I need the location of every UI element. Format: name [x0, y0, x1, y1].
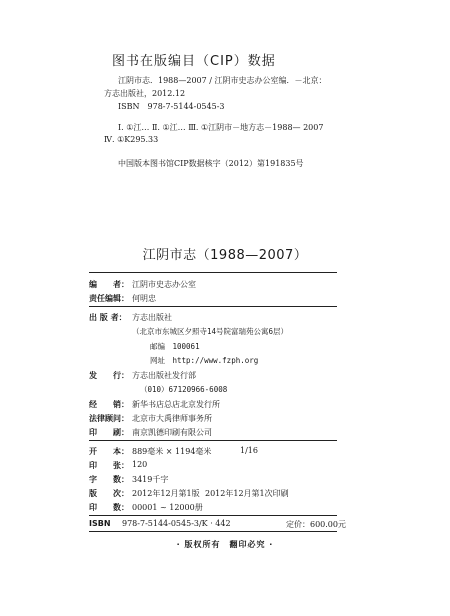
words-value: 3419千字	[132, 475, 169, 484]
cip-line-4: Ⅰ. ①江… Ⅱ. ①江… Ⅲ. ①江阴市－地方志－1988— 2007	[118, 123, 324, 132]
print-run-value: 00001 ~ 12000册	[132, 503, 203, 512]
cip-heading: 图书在版编目（CIP）数据	[112, 54, 276, 69]
distribution-label: 发 行：	[89, 371, 129, 380]
resp-editor-value: 何明忠	[132, 294, 156, 303]
legal-label: 法律顾问：	[89, 414, 129, 423]
spec-rule	[89, 440, 337, 441]
cip-line-5: Ⅳ. ①K295.33	[104, 135, 159, 144]
editor-label: 编 者：	[89, 280, 129, 289]
publisher-address: （北京市东城区夕照寺14号院富瑞苑公寓6层）	[132, 327, 289, 336]
words-label: 字 数：	[89, 475, 129, 484]
top-rule	[89, 272, 337, 273]
cip-line-6: 中国版本图书馆CIP数据核字（2012）第191835号	[118, 159, 304, 168]
isbn-top-rule	[89, 515, 337, 516]
edition-value: 2012年12月第1版	[132, 489, 200, 498]
distribution-phone: （010）67120966-6008	[140, 385, 228, 394]
sheets-value: 120	[132, 460, 148, 469]
publisher-value: 方志出版社	[132, 313, 172, 322]
sheets-label: 印 张：	[89, 461, 129, 470]
format-label: 开 本：	[89, 447, 129, 456]
format-value: 889毫米 × 1194毫米	[132, 447, 212, 456]
sales-value: 新华书店总店北京发行所	[132, 400, 220, 409]
publisher-website: 网址 http://www.fzph.org	[150, 356, 259, 365]
sales-label: 经 销：	[89, 400, 129, 409]
format-fraction: 1/16	[240, 446, 258, 455]
isbn-bottom-rule	[89, 531, 337, 532]
distribution-value: 方志出版社发行部	[132, 371, 196, 380]
cip-line-2: 方志出版社，2012.12	[104, 89, 186, 98]
mid-rule	[89, 306, 337, 307]
publisher-postcode: 邮编 100061	[150, 342, 200, 351]
legal-value: 北京市大禹律师事务所	[132, 414, 212, 423]
price: 定价：600.00元	[286, 520, 346, 529]
resp-editor-label: 责任编辑：	[89, 294, 129, 303]
printing-date: 2012年12月第1次印刷	[205, 489, 289, 498]
isbn-label: ISBN	[89, 519, 111, 528]
edition-label: 版 次：	[89, 489, 129, 498]
book-title: 江阴市志（1988—2007）	[142, 248, 308, 263]
print-run-label: 印 数：	[89, 503, 129, 512]
cip-line-1: 江阴市志．1988—2007 / 江阴市史志办公室编．－北京：	[118, 76, 327, 85]
publisher-label: 出 版 者：	[89, 313, 127, 322]
isbn-value: 978-7-5144-0545-3/K · 442	[122, 519, 231, 528]
editor-value: 江阴市史志办公室	[132, 280, 196, 289]
cip-line-3: ISBN 978-7-5144-0545-3	[118, 102, 225, 111]
copyright-notice: · 版权所有 翻印必究 ·	[176, 540, 274, 549]
printing-value: 南京凯德印刷有限公司	[132, 428, 212, 437]
printing-label: 印 刷：	[89, 428, 129, 437]
